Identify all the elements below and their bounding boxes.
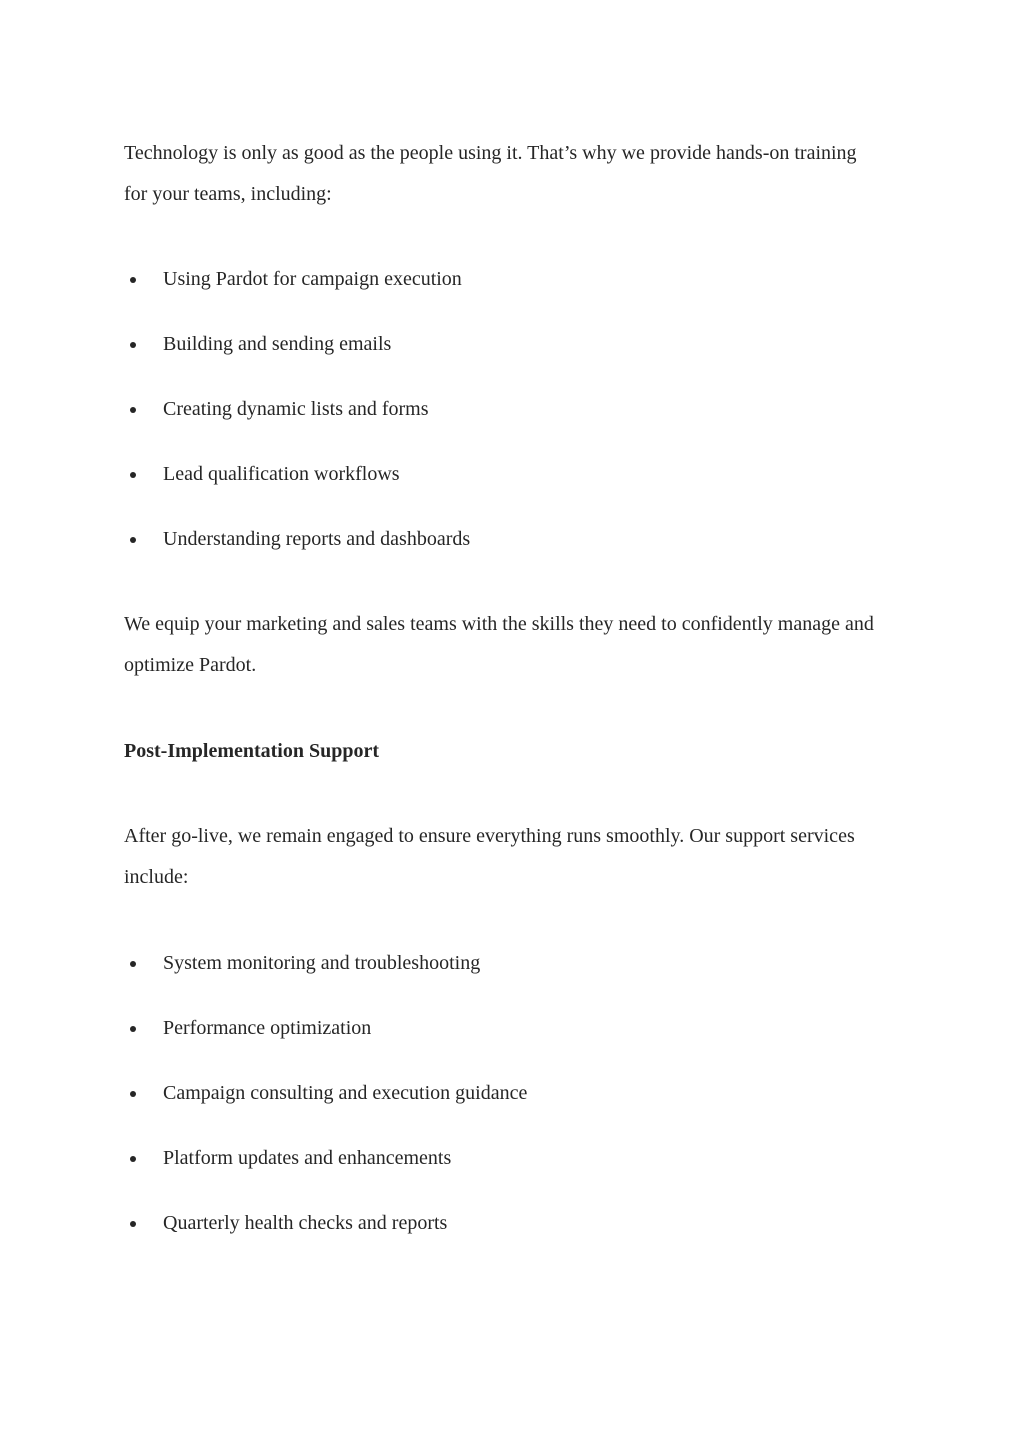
intro-paragraph-line-1: Technology is only as good as the people using it. That’s why we provide hands-on training: [124, 142, 857, 164]
bullet-icon: [130, 342, 136, 348]
bullet-icon: [130, 961, 136, 967]
bullet-icon: [130, 1221, 136, 1227]
bullet-icon: [130, 407, 136, 413]
bullet-icon: [130, 277, 136, 283]
list-item-text: Campaign consulting and execution guidance: [163, 1082, 528, 1104]
support-intro-line-2: include:: [124, 866, 189, 888]
section-heading: Post-Implementation Support: [124, 740, 380, 762]
list-item-text: Using Pardot for campaign execution: [163, 268, 462, 290]
list-item-text: Building and sending emails: [163, 333, 392, 355]
list-item-text: Platform updates and enhancements: [163, 1147, 452, 1169]
bullet-icon: [130, 1026, 136, 1032]
equip-paragraph-line-1: We equip your marketing and sales teams with the skills they need to confidently manage and: [124, 613, 874, 635]
support-intro-line-1: After go-live, we remain engaged to ensure everything runs smoothly. Our support services: [124, 825, 855, 847]
list-item-text: Lead qualification workflows: [163, 463, 400, 485]
bullet-icon: [130, 472, 136, 478]
list-item-text: Creating dynamic lists and forms: [163, 398, 429, 420]
list-item-text: Understanding reports and dashboards: [163, 528, 471, 550]
bullet-icon: [130, 1091, 136, 1097]
bullet-icon: [130, 537, 136, 543]
equip-paragraph-line-2: optimize Pardot.: [124, 654, 257, 676]
bullet-icon: [130, 1156, 136, 1162]
intro-paragraph-line-2: for your teams, including:: [124, 183, 332, 205]
list-item-text: Performance optimization: [163, 1017, 372, 1039]
list-item-text: System monitoring and troubleshooting: [163, 952, 481, 974]
list-item-text: Quarterly health checks and reports: [163, 1212, 448, 1234]
